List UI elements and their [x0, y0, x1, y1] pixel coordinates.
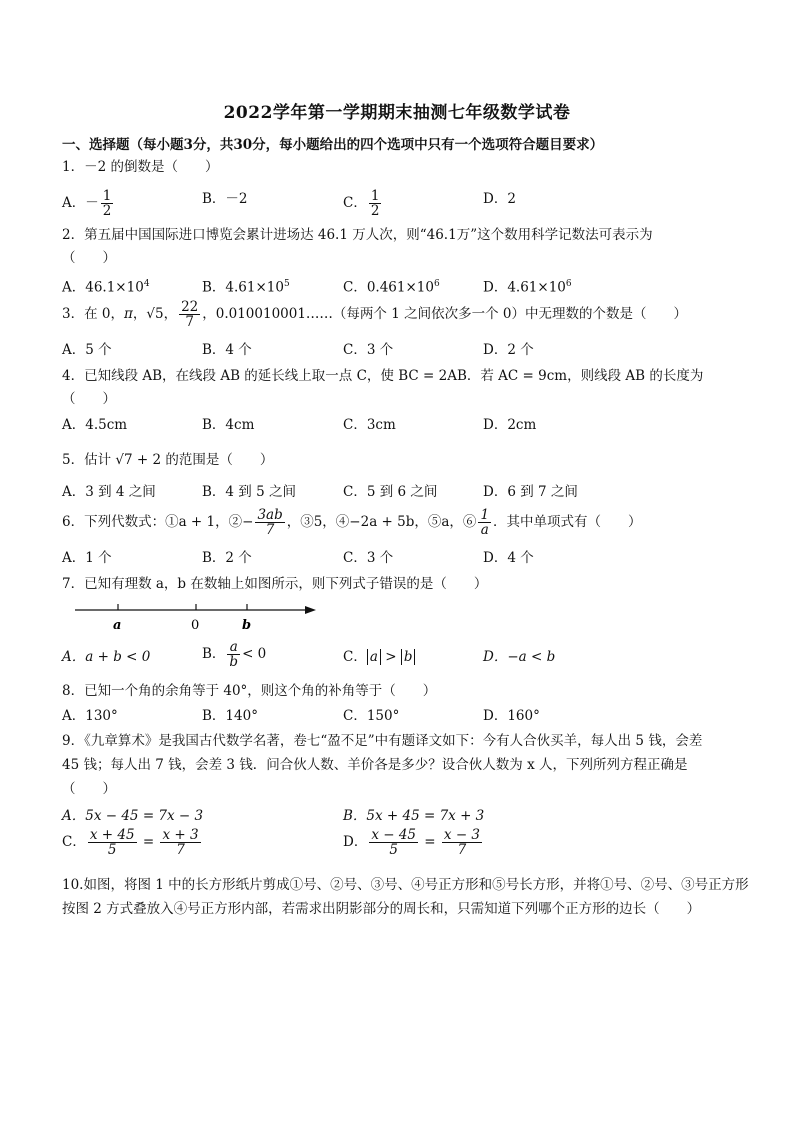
q1-c-fraction: $\frac{1}{2}$: [370, 188, 380, 220]
q9-c-right-fraction: $\frac{x + 3}{7}$: [162, 827, 199, 859]
q5-stem: 5．估计 √7 + 2 的范围是（ ）: [62, 452, 274, 468]
q8-option-b: B．140°: [202, 708, 258, 724]
q10-stem-line-1: 10.如图，将图 1 中的长方形纸片剪成①号、②号、③号、④号正方形和⑤号长方形，并将①号、②号、③号正方形: [62, 877, 749, 893]
q4-option-c: C．3cm: [343, 417, 396, 433]
q6-stem: 6．下列代数式：①a + 1，②− $\frac{3ab}{7}$ ，③5，④−2a + 5b，⑤a，⑥ $\frac{1}{a}$ ．其中单项式有（ ）: [62, 507, 642, 539]
q8-option-d: D．160°: [483, 708, 540, 724]
q9-c-left-fraction: $\frac{x + 45}{5}$: [89, 827, 135, 859]
q4-option-a: A．4.5cm: [62, 417, 128, 433]
q4-option-b: B．4cm: [202, 417, 255, 433]
q2-option-d: D．$4.61\times 10^6$: [483, 279, 572, 296]
q4-blank: （ ）: [62, 391, 116, 407]
q5-option-d: D．6 到 7 之间: [483, 484, 578, 500]
q2-stem: 2．第五届中国国际进口博览会累计进场达 46.1 万人次，则“46.1万”这个数用科学记数法可表示为: [62, 227, 653, 243]
q9-stem-line-1: 9．《九章算术》是我国古代数学名著，卷七“盈不足”中有题译文如下：今有人合伙买羊，每人出 5 钱，会差: [62, 733, 703, 749]
q2-blank: （ ）: [62, 250, 116, 266]
q3-option-a: A．5 个: [62, 342, 112, 358]
exam-title: 2022学年第一学期期末抽测七年级数学试卷: [223, 103, 571, 123]
q2-option-b: B．$4.61\times 10^5$: [202, 279, 290, 296]
q9-stem-line-2: 45 钱；每人出 7 钱，会差 3 钱．问合伙人数、羊价各是多少？设合伙人数为 x 人，下列所列方程正确是: [62, 757, 688, 773]
q7-stem: 7．已知有理数 a，b 在数轴上如图所示，则下列式子错误的是（ ）: [62, 576, 488, 592]
q7-b-fraction: $\frac{a}{b}$: [229, 639, 239, 671]
q1-stem: 1．－2 的倒数是（ ）: [62, 159, 219, 175]
q8-stem: 8．已知一个角的余角等于 40°，则这个角的补角等于（ ）: [62, 683, 437, 699]
q6-option-c: C．3 个: [343, 550, 394, 566]
q9-d-right-fraction: $\frac{x - 3}{7}$: [443, 827, 481, 859]
pi-symbol: π: [123, 306, 133, 323]
q1-option-c: C． $\frac{1}{2}$: [343, 188, 380, 220]
q6-fraction-2: $\frac{1}{a}$: [480, 507, 490, 539]
q5-option-b: B．4 到 5 之间: [202, 484, 296, 500]
label-zero: 0: [191, 618, 200, 633]
q6-fraction-1: $\frac{3ab}{7}$: [257, 507, 283, 539]
q8-option-c: C．150°: [343, 708, 400, 724]
q6-option-b: B．2 个: [202, 550, 252, 566]
q6-option-a: A．1 个: [62, 550, 112, 566]
q3-stem: 3．在 0，π，√5， $\frac{22}{7}$ ，0.010010001……（每两个 1 之间依次多一个 0）中无理数的个数是（ ）: [62, 299, 687, 331]
label-b: b: [242, 618, 252, 633]
q3-option-c: C．3 个: [343, 342, 394, 358]
q2-option-a: A．$46.1\times 10^4$: [62, 279, 150, 296]
q3-option-b: B．4 个: [202, 342, 252, 358]
q7-option-b: B． $\frac{a}{b}$ < 0: [202, 639, 267, 671]
q8-option-a: A．130°: [62, 708, 118, 724]
label-a: a: [113, 618, 122, 633]
q9-option-c: C． $\frac{x + 45}{5}$ = $\frac{x + 3}{7}$: [62, 827, 199, 859]
q7-option-c: C． a > b: [343, 647, 415, 667]
number-line-figure: [70, 598, 330, 636]
q3-option-d: D．2 个: [483, 342, 534, 358]
section-heading: 一、选择题（每小题3分，共30分，每小题给出的四个选项中只有一个选项符合题目要求）: [62, 137, 604, 153]
q6-option-d: D．4 个: [483, 550, 534, 566]
q9-d-left-fraction: $\frac{x - 45}{5}$: [371, 827, 417, 859]
q1-option-b: B．－2: [202, 191, 248, 207]
q7-option-a: A．a + b < 0: [62, 649, 151, 665]
q4-stem: 4．已知线段 AB，在线段 AB 的延长线上取一点 C，使 BC = 2AB．若 AC = 9cm，则线段 AB 的长度为: [62, 368, 704, 384]
q1-option-a: A．－ $\frac{1}{2}$: [62, 188, 112, 220]
q9-option-d: D． $\frac{x - 45}{5}$ = $\frac{x - 3}{7}$: [343, 827, 481, 859]
q5-option-c: C．5 到 6 之间: [343, 484, 438, 500]
q5-option-a: A．3 到 4 之间: [62, 484, 156, 500]
sqrt-five: √5: [146, 306, 164, 323]
q1-a-fraction: $\frac{1}{2}$: [102, 188, 112, 220]
q3-fraction: $\frac{22}{7}$: [181, 299, 199, 331]
q9-blank: （ ）: [62, 781, 116, 797]
q7-option-d: D．−a < b: [483, 649, 556, 665]
q9-option-a: A．5x − 45 = 7x − 3: [62, 808, 204, 824]
q1-option-d: D．2: [483, 191, 516, 207]
q10-stem-line-2: 按图 2 方式叠放入④号正方形内部，若需求出阴影部分的周长和，只需知道下列哪个正方形的边长（ ）: [62, 901, 701, 917]
q2-option-c: C．$0.461\times 10^6$: [343, 279, 440, 296]
number-line-arrow: [305, 606, 316, 614]
q4-option-d: D．2cm: [483, 417, 537, 433]
q9-option-b: B．5x + 45 = 7x + 3: [343, 808, 485, 824]
